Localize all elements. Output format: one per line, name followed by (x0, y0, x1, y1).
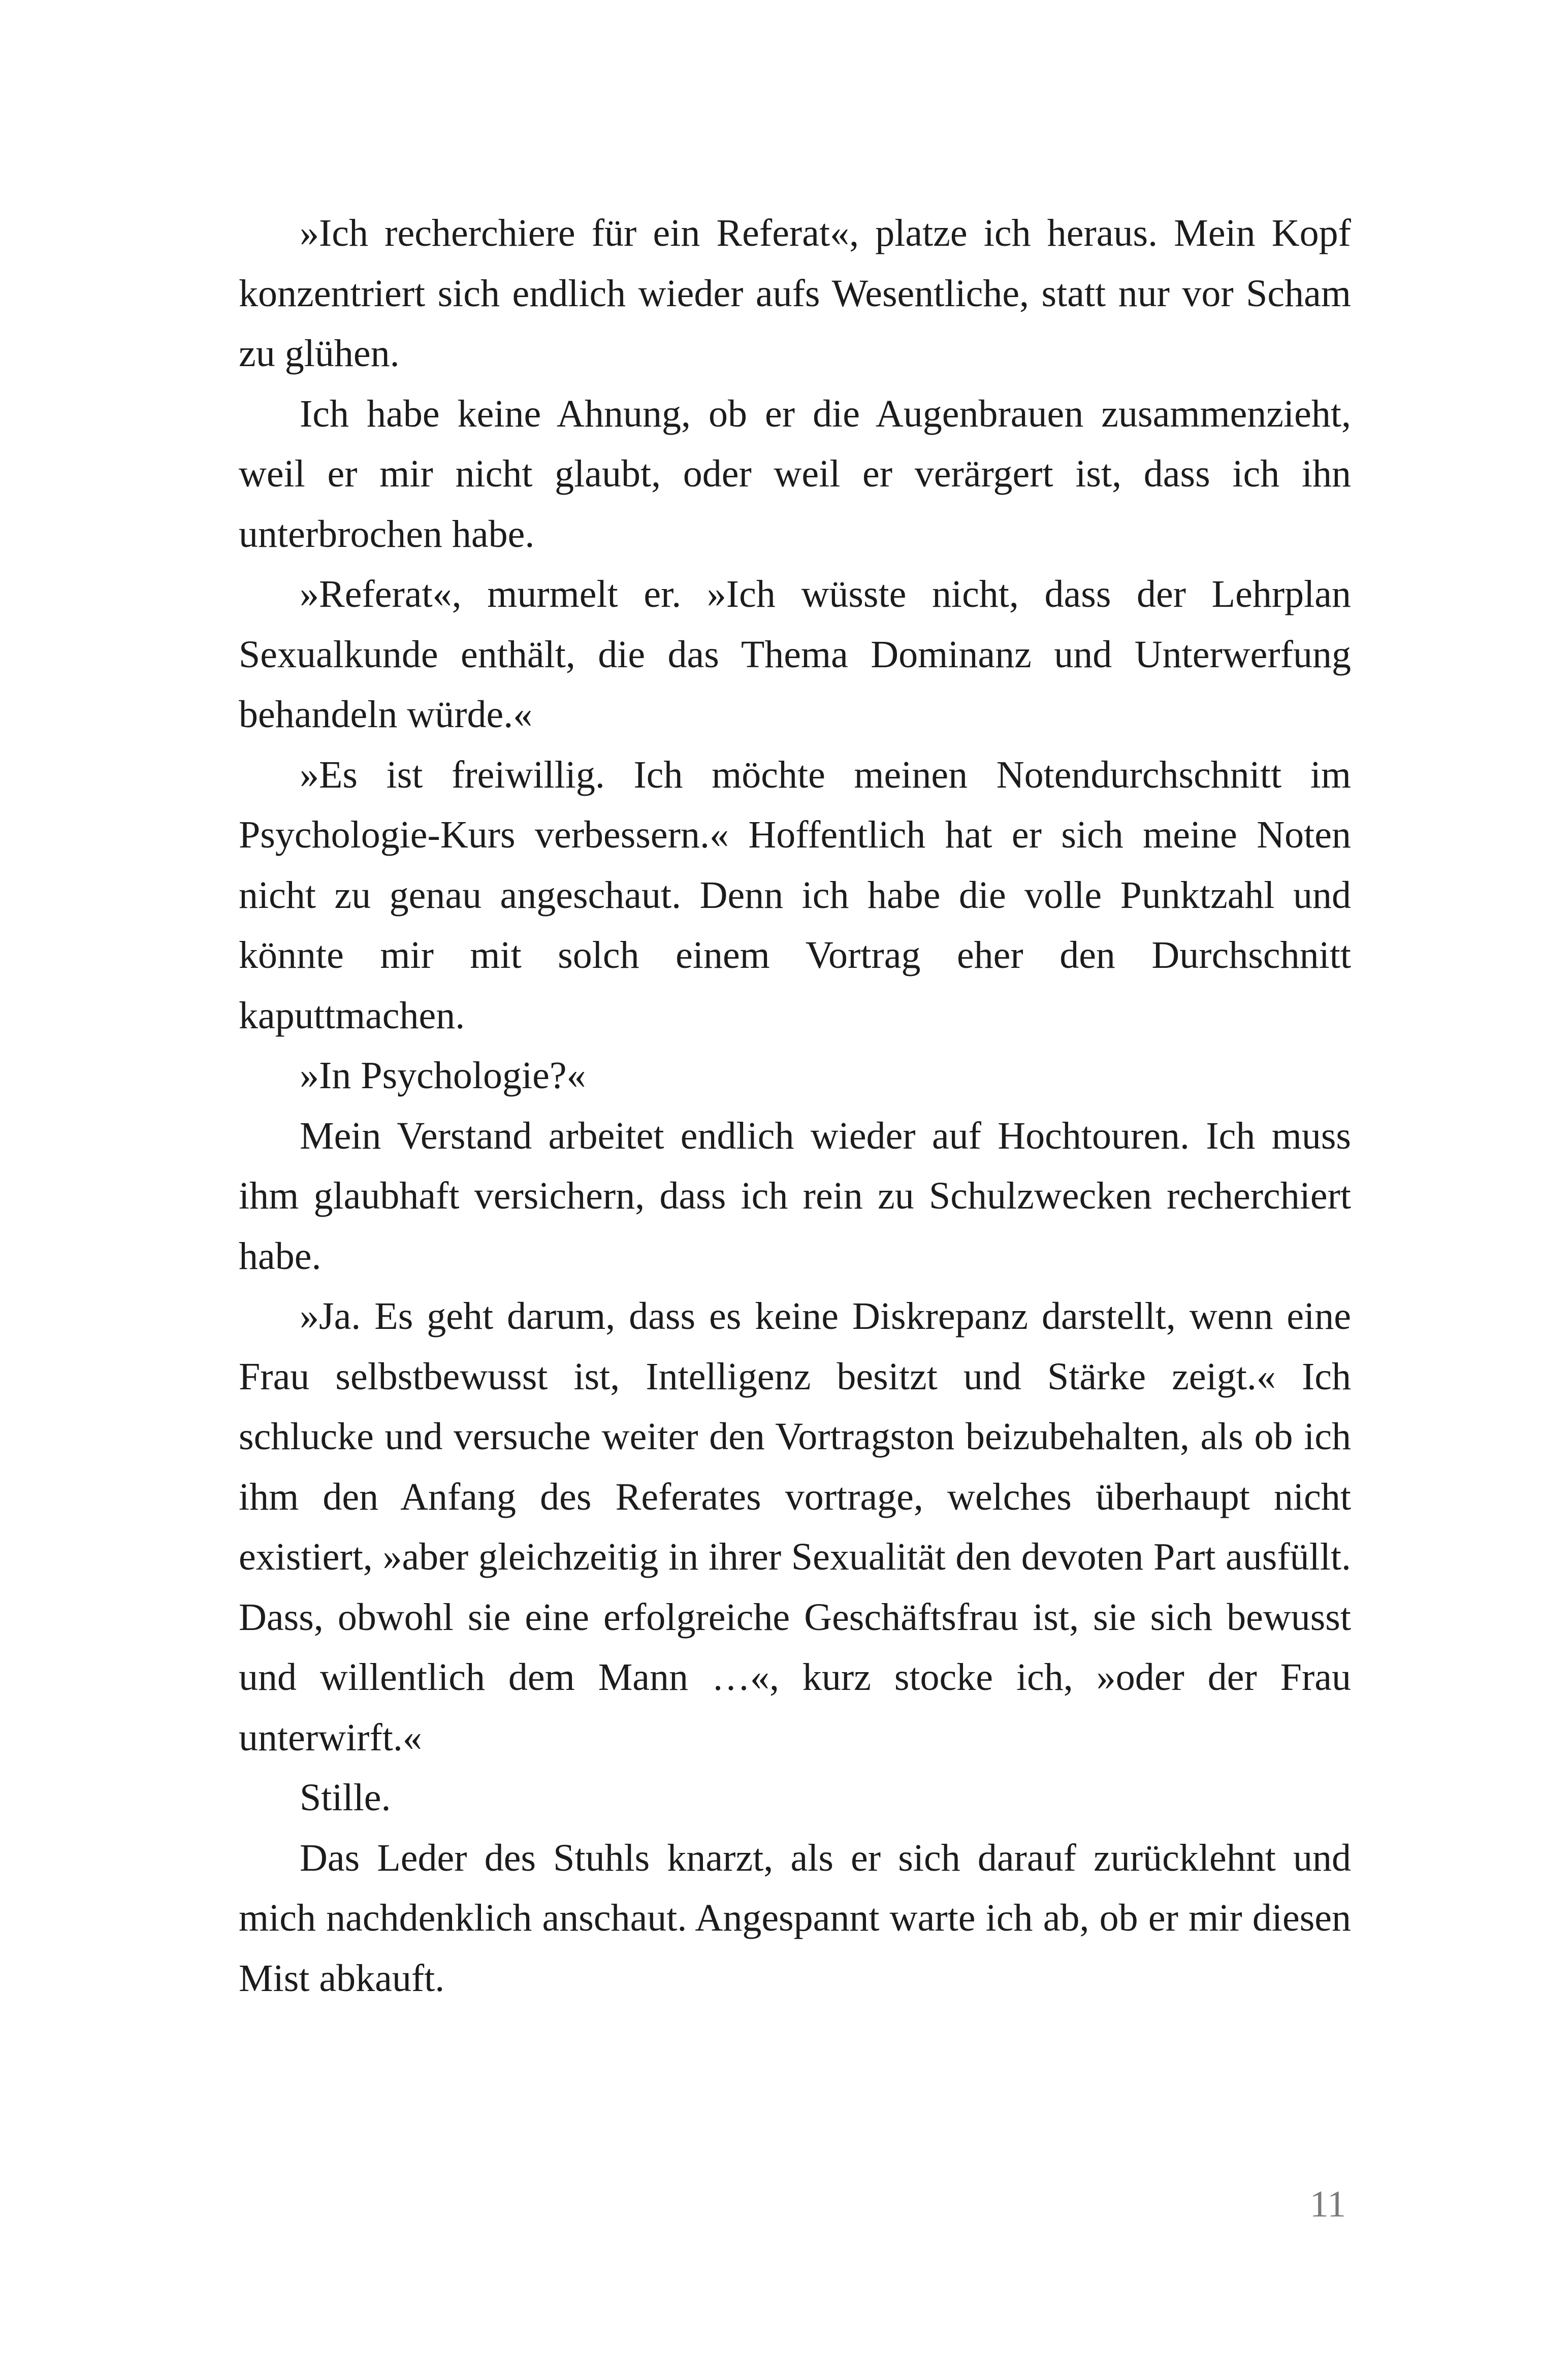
paragraph-1: »Ich recherchiere für ein Referat«, platze ich heraus. Mein Kopf konzentriert sich endlich wieder aufs Wesentliche, statt nur vor Scham zu glühen. (239, 212, 1351, 375)
paragraph-3: »Referat«, murmelt er. »Ich wüsste nicht, dass der Lehrplan Sexualkunde enthält, die das Thema Dominanz und Unterwerfung behandeln würde.« (239, 573, 1351, 736)
paragraph-2: Ich habe keine Ahnung, ob er die Augenbrauen zusammenzieht, weil er mir nicht glaubt, oder weil er verärgert ist, dass ich ihn unterbrochen habe. (239, 392, 1351, 556)
page-number: 11 (1309, 2183, 1346, 2225)
paragraph-5: »In Psychologie?« (300, 1054, 586, 1097)
paragraph-6: Mein Verstand arbeitet endlich wieder auf Hochtouren. Ich muss ihm glaubhaft versichern, dass ich rein zu Schulzwecken recherchiert habe. (239, 1114, 1351, 1278)
paragraph-9: Das Leder des Stuhls knarzt, als er sich darauf zurücklehnt und mich nachdenklich anschaut. Angespannt warte ich ab, ob er mir diesen Mist abkauft. (239, 1836, 1351, 2000)
paragraph-7: »Ja. Es geht darum, dass es keine Diskrepanz darstellt, wenn eine Frau selbstbewusst ist, Intelligenz besitzt und Stärke zeigt.« Ich schlucke und versuche weiter den Vortragston beizubehalten, als ob ich ihm den Anfang des Referates vortrage, welches überhaupt nicht existiert, »aber gleichzeitig in ihrer Sexualität den devoten Part ausfüllt. Dass, obwohl sie eine erfolgreiche Geschäftsfrau ist, sie sich bewusst und willentlich dem Mann …«, kurz stocke ich, »oder der Frau unterwirft.« (239, 1295, 1351, 1759)
paragraph-4: »Es ist freiwillig. Ich möchte meinen Notendurchschnitt im Psychologie-Kurs verbessern.« Hoffentlich hat er sich meine Noten nicht zu genau angeschaut. Denn ich habe die volle Punktzahl und könnte mir mit solch einem Vortrag eher den Durchschnitt kaputtmachen. (239, 753, 1351, 1037)
paragraph-8: Stille. (300, 1776, 391, 1819)
body-text (239, 203, 1351, 2008)
